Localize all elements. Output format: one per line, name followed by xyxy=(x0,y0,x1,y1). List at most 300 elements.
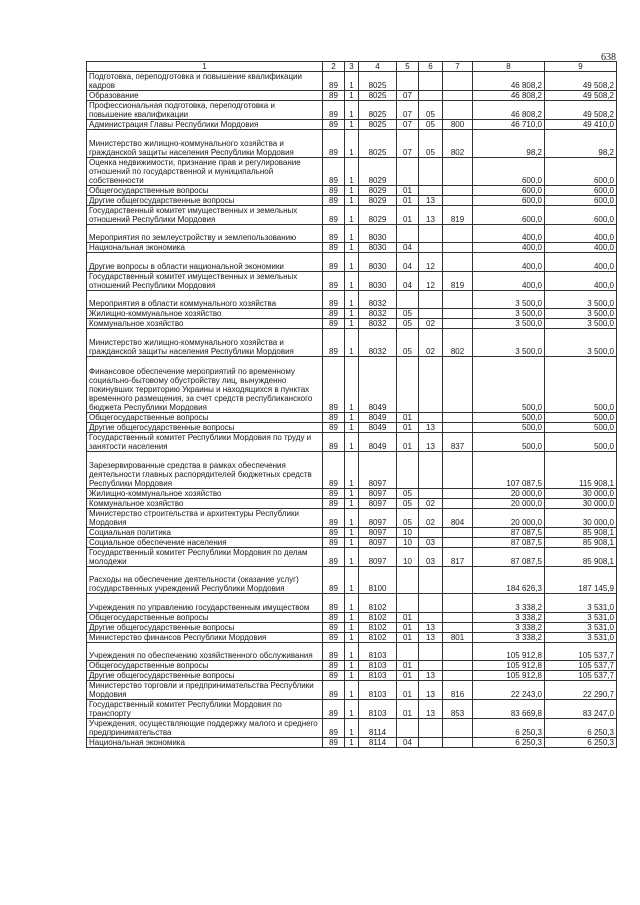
section-cell: 05 xyxy=(397,498,419,508)
code-cell: 8114 xyxy=(359,738,397,748)
table-row xyxy=(87,612,617,622)
row-name-cell: Мероприятия по землеустройству и землепользованию xyxy=(87,224,323,243)
subsection-cell xyxy=(419,451,443,488)
code-cell: 89 xyxy=(323,329,345,357)
code-cell: 8025 xyxy=(359,91,397,101)
code-cell: 89 xyxy=(323,566,345,594)
code-cell: 8025 xyxy=(359,101,397,120)
amount-cell: 400,0 xyxy=(545,243,617,253)
table-row xyxy=(87,594,617,613)
row-name-cell: Социальное обеспечение населения xyxy=(87,537,323,547)
row-name-cell: Профессиональная подготовка, переподготовка и повышение квалификации xyxy=(87,101,323,120)
header-cell: 6 xyxy=(419,62,443,72)
amount-cell: 30 000,0 xyxy=(545,498,617,508)
amount-cell: 3 500,0 xyxy=(545,309,617,319)
amount-cell: 105 912,8 xyxy=(473,642,545,661)
amount-cell: 46 808,2 xyxy=(473,72,545,91)
department-cell xyxy=(443,253,473,272)
code-cell: 89 xyxy=(323,319,345,329)
table-row xyxy=(87,451,617,488)
code-cell: 1 xyxy=(345,632,359,642)
code-cell: 89 xyxy=(323,243,345,253)
section-cell: 10 xyxy=(397,527,419,537)
row-name-cell: Коммунальное хозяйство xyxy=(87,319,323,329)
amount-cell: 20 000,0 xyxy=(473,488,545,498)
department-cell xyxy=(443,72,473,91)
amount-cell: 49 508,2 xyxy=(545,72,617,91)
subsection-cell: 02 xyxy=(419,498,443,508)
section-cell: 05 xyxy=(397,488,419,498)
code-cell: 8049 xyxy=(359,422,397,432)
code-cell: 1 xyxy=(345,508,359,527)
code-cell: 89 xyxy=(323,205,345,224)
section-cell: 01 xyxy=(397,612,419,622)
row-name-cell: Мероприятия в области коммунального хозяйства xyxy=(87,290,323,309)
code-cell: 1 xyxy=(345,527,359,537)
table-row xyxy=(87,91,617,101)
amount-cell: 3 500,0 xyxy=(473,319,545,329)
subsection-cell xyxy=(419,357,443,413)
amount-cell: 500,0 xyxy=(473,412,545,422)
code-cell: 1 xyxy=(345,120,359,130)
code-cell: 89 xyxy=(323,451,345,488)
code-cell: 89 xyxy=(323,253,345,272)
table-row xyxy=(87,253,617,272)
department-cell xyxy=(443,451,473,488)
table-row xyxy=(87,642,617,661)
code-cell: 89 xyxy=(323,671,345,681)
amount-cell: 500,0 xyxy=(545,357,617,413)
subsection-cell: 02 xyxy=(419,319,443,329)
amount-cell: 600,0 xyxy=(545,205,617,224)
department-cell xyxy=(443,671,473,681)
row-name-cell: Министерство финансов Республики Мордовия xyxy=(87,632,323,642)
table-row xyxy=(87,319,617,329)
amount-cell: 187 145,9 xyxy=(545,566,617,594)
amount-cell: 105 537,7 xyxy=(545,642,617,661)
row-name-cell: Образование xyxy=(87,91,323,101)
table-row xyxy=(87,527,617,537)
row-name-cell: Национальная экономика xyxy=(87,243,323,253)
row-name-cell: Национальная экономика xyxy=(87,738,323,748)
code-cell: 8097 xyxy=(359,498,397,508)
code-cell: 89 xyxy=(323,547,345,566)
code-cell: 89 xyxy=(323,157,345,185)
subsection-cell xyxy=(419,290,443,309)
department-cell xyxy=(443,185,473,195)
amount-cell: 500,0 xyxy=(473,422,545,432)
row-name-cell: Учреждения, осуществляющие поддержку малого и среднего предпринимательства xyxy=(87,719,323,738)
subsection-cell xyxy=(419,488,443,498)
department-cell xyxy=(443,719,473,738)
row-name-cell: Финансовое обеспечение мероприятий по временному социально-бытовому обустройству лиц, вынужденно покинувших территорию Украины и находящихся в пунктах временного размещения, за счет средств республиканского бюджета Республики Мордовия xyxy=(87,357,323,413)
section-cell: 05 xyxy=(397,309,419,319)
code-cell: 8097 xyxy=(359,488,397,498)
code-cell: 1 xyxy=(345,642,359,661)
department-cell: 804 xyxy=(443,508,473,527)
amount-cell: 107 087,5 xyxy=(473,451,545,488)
row-name-cell: Государственный комитет Республики Мордовия по транспорту xyxy=(87,700,323,719)
row-name-cell: Жилищно-коммунальное хозяйство xyxy=(87,488,323,498)
table-row xyxy=(87,671,617,681)
code-cell: 8025 xyxy=(359,120,397,130)
row-name-cell: Учреждения по обеспечению хозяйственного обслуживания xyxy=(87,642,323,661)
department-cell xyxy=(443,594,473,613)
row-name-cell: Другие общегосударственные вопросы xyxy=(87,422,323,432)
code-cell: 8032 xyxy=(359,309,397,319)
amount-cell: 3 500,0 xyxy=(545,319,617,329)
header-cell: 8 xyxy=(473,62,545,72)
department-cell xyxy=(443,319,473,329)
section-cell xyxy=(397,719,419,738)
subsection-cell xyxy=(419,642,443,661)
department-cell xyxy=(443,622,473,632)
department-cell: 802 xyxy=(443,329,473,357)
amount-cell: 600,0 xyxy=(545,185,617,195)
amount-cell: 87 087,5 xyxy=(473,537,545,547)
code-cell: 1 xyxy=(345,661,359,671)
amount-cell: 22 290,7 xyxy=(545,681,617,700)
department-cell xyxy=(443,91,473,101)
code-cell: 1 xyxy=(345,700,359,719)
code-cell: 89 xyxy=(323,120,345,130)
code-cell: 1 xyxy=(345,91,359,101)
section-cell: 01 xyxy=(397,622,419,632)
table-row xyxy=(87,195,617,205)
subsection-cell: 02 xyxy=(419,329,443,357)
section-cell: 01 xyxy=(397,661,419,671)
header-cell: 9 xyxy=(545,62,617,72)
row-name-cell: Другие вопросы в области национальной экономики xyxy=(87,253,323,272)
table-row xyxy=(87,329,617,357)
table-row xyxy=(87,101,617,120)
amount-cell: 98,2 xyxy=(473,130,545,158)
code-cell: 1 xyxy=(345,205,359,224)
code-cell: 89 xyxy=(323,508,345,527)
section-cell xyxy=(397,451,419,488)
code-cell: 1 xyxy=(345,101,359,120)
code-cell: 8097 xyxy=(359,527,397,537)
department-cell: 817 xyxy=(443,547,473,566)
budget-table xyxy=(86,61,617,748)
section-cell: 04 xyxy=(397,253,419,272)
row-name-cell: Оценка недвижимости, признание прав и регулирование отношений по государственной и муниципальной собственности xyxy=(87,157,323,185)
code-cell: 8103 xyxy=(359,700,397,719)
subsection-cell xyxy=(419,527,443,537)
subsection-cell xyxy=(419,566,443,594)
row-name-cell: Министерство жилищно-коммунального хозяйства и гражданской защиты населения Республики Мордовия xyxy=(87,329,323,357)
department-cell xyxy=(443,566,473,594)
section-cell: 10 xyxy=(397,537,419,547)
subsection-cell xyxy=(419,594,443,613)
amount-cell: 400,0 xyxy=(545,224,617,243)
code-cell: 8030 xyxy=(359,271,397,290)
code-cell: 1 xyxy=(345,290,359,309)
amount-cell: 83 669,8 xyxy=(473,700,545,719)
header-cell: 7 xyxy=(443,62,473,72)
subsection-cell xyxy=(419,661,443,671)
code-cell: 8049 xyxy=(359,357,397,413)
department-cell xyxy=(443,357,473,413)
department-cell xyxy=(443,498,473,508)
amount-cell: 400,0 xyxy=(473,253,545,272)
row-name-cell: Социальная политика xyxy=(87,527,323,537)
table-row xyxy=(87,157,617,185)
code-cell: 89 xyxy=(323,412,345,422)
table-row xyxy=(87,224,617,243)
row-name-cell: Администрация Главы Республики Мордовия xyxy=(87,120,323,130)
section-cell: 05 xyxy=(397,329,419,357)
code-cell: 8100 xyxy=(359,566,397,594)
section-cell: 01 xyxy=(397,422,419,432)
section-cell: 07 xyxy=(397,101,419,120)
department-cell xyxy=(443,642,473,661)
page-number: 638 xyxy=(601,52,616,63)
table-row xyxy=(87,622,617,632)
department-cell: 801 xyxy=(443,632,473,642)
code-cell: 89 xyxy=(323,72,345,91)
amount-cell: 500,0 xyxy=(545,422,617,432)
subsection-cell: 13 xyxy=(419,195,443,205)
department-cell xyxy=(443,612,473,622)
department-cell xyxy=(443,290,473,309)
amount-cell: 400,0 xyxy=(545,271,617,290)
section-cell: 04 xyxy=(397,738,419,748)
table-row xyxy=(87,632,617,642)
code-cell: 89 xyxy=(323,527,345,537)
amount-cell: 500,0 xyxy=(473,432,545,451)
code-cell: 8030 xyxy=(359,253,397,272)
code-cell: 8097 xyxy=(359,547,397,566)
code-cell: 1 xyxy=(345,488,359,498)
section-cell: 01 xyxy=(397,632,419,642)
code-cell: 89 xyxy=(323,309,345,319)
header-cell: 2 xyxy=(323,62,345,72)
section-cell: 07 xyxy=(397,120,419,130)
row-name-cell: Расходы на обеспечение деятельности (оказание услуг) государственных учреждений Республики Мордовия xyxy=(87,566,323,594)
amount-cell: 85 908,1 xyxy=(545,527,617,537)
code-cell: 8102 xyxy=(359,632,397,642)
amount-cell: 6 250,3 xyxy=(545,738,617,748)
subsection-cell: 13 xyxy=(419,622,443,632)
code-cell: 89 xyxy=(323,622,345,632)
table-row xyxy=(87,120,617,130)
code-cell: 8114 xyxy=(359,719,397,738)
section-cell xyxy=(397,72,419,91)
subsection-cell: 13 xyxy=(419,671,443,681)
subsection-cell xyxy=(419,738,443,748)
department-cell: 816 xyxy=(443,681,473,700)
subsection-cell xyxy=(419,185,443,195)
table-row xyxy=(87,566,617,594)
section-cell: 01 xyxy=(397,185,419,195)
section-cell: 04 xyxy=(397,271,419,290)
subsection-cell xyxy=(419,719,443,738)
amount-cell: 98,2 xyxy=(545,130,617,158)
table-row xyxy=(87,290,617,309)
subsection-cell: 12 xyxy=(419,253,443,272)
table-row xyxy=(87,205,617,224)
code-cell: 1 xyxy=(345,432,359,451)
code-cell: 89 xyxy=(323,738,345,748)
code-cell: 1 xyxy=(345,309,359,319)
code-cell: 1 xyxy=(345,224,359,243)
amount-cell: 20 000,0 xyxy=(473,508,545,527)
code-cell: 1 xyxy=(345,594,359,613)
table-row xyxy=(87,498,617,508)
code-cell: 8103 xyxy=(359,681,397,700)
code-cell: 89 xyxy=(323,700,345,719)
amount-cell: 115 908,1 xyxy=(545,451,617,488)
amount-cell: 600,0 xyxy=(545,195,617,205)
section-cell: 10 xyxy=(397,547,419,566)
amount-cell: 105 537,7 xyxy=(545,661,617,671)
subsection-cell xyxy=(419,243,443,253)
department-cell: 837 xyxy=(443,432,473,451)
amount-cell: 3 338,2 xyxy=(473,632,545,642)
department-cell xyxy=(443,157,473,185)
code-cell: 8032 xyxy=(359,329,397,357)
amount-cell: 49 508,2 xyxy=(545,101,617,120)
code-cell: 89 xyxy=(323,91,345,101)
code-cell: 89 xyxy=(323,271,345,290)
row-name-cell: Подготовка, переподготовка и повышение квалификации кадров xyxy=(87,72,323,91)
amount-cell: 105 912,8 xyxy=(473,661,545,671)
table-row xyxy=(87,412,617,422)
code-cell: 8097 xyxy=(359,537,397,547)
table-row xyxy=(87,488,617,498)
subsection-cell: 03 xyxy=(419,547,443,566)
code-cell: 89 xyxy=(323,498,345,508)
department-cell xyxy=(443,309,473,319)
table-row xyxy=(87,719,617,738)
amount-cell: 3 531,0 xyxy=(545,594,617,613)
section-cell: 01 xyxy=(397,205,419,224)
code-cell: 8102 xyxy=(359,612,397,622)
code-cell: 8030 xyxy=(359,243,397,253)
section-cell: 01 xyxy=(397,195,419,205)
table-row xyxy=(87,508,617,527)
amount-cell: 600,0 xyxy=(473,195,545,205)
amount-cell: 400,0 xyxy=(473,243,545,253)
amount-cell: 3 531,0 xyxy=(545,632,617,642)
amount-cell: 6 250,3 xyxy=(473,738,545,748)
amount-cell: 85 908,1 xyxy=(545,547,617,566)
department-cell xyxy=(443,488,473,498)
code-cell: 1 xyxy=(345,412,359,422)
amount-cell: 600,0 xyxy=(473,205,545,224)
header-cell: 5 xyxy=(397,62,419,72)
section-cell xyxy=(397,157,419,185)
row-name-cell: Министерство торговли и предпринимательства Республики Мордовия xyxy=(87,681,323,700)
amount-cell: 20 000,0 xyxy=(473,498,545,508)
row-name-cell: Другие общегосударственные вопросы xyxy=(87,622,323,632)
section-cell xyxy=(397,566,419,594)
code-cell: 1 xyxy=(345,130,359,158)
department-cell: 819 xyxy=(443,271,473,290)
code-cell: 1 xyxy=(345,357,359,413)
code-cell: 1 xyxy=(345,329,359,357)
code-cell: 89 xyxy=(323,719,345,738)
section-cell: 07 xyxy=(397,91,419,101)
subsection-cell: 02 xyxy=(419,508,443,527)
code-cell: 8102 xyxy=(359,594,397,613)
department-cell: 802 xyxy=(443,130,473,158)
code-cell: 8025 xyxy=(359,130,397,158)
section-cell xyxy=(397,642,419,661)
code-cell: 8097 xyxy=(359,508,397,527)
code-cell: 1 xyxy=(345,622,359,632)
amount-cell: 600,0 xyxy=(545,157,617,185)
code-cell: 8049 xyxy=(359,412,397,422)
amount-cell: 87 087,5 xyxy=(473,547,545,566)
section-cell xyxy=(397,290,419,309)
table-row xyxy=(87,271,617,290)
row-name-cell: Министерство строительства и архитектуры Республики Мордовия xyxy=(87,508,323,527)
section-cell: 01 xyxy=(397,432,419,451)
row-name-cell: Общегосударственные вопросы xyxy=(87,612,323,622)
code-cell: 89 xyxy=(323,130,345,158)
amount-cell: 600,0 xyxy=(473,185,545,195)
code-cell: 8029 xyxy=(359,185,397,195)
section-cell xyxy=(397,224,419,243)
subsection-cell: 03 xyxy=(419,537,443,547)
section-cell xyxy=(397,594,419,613)
code-cell: 89 xyxy=(323,224,345,243)
code-cell: 8029 xyxy=(359,205,397,224)
section-cell: 05 xyxy=(397,319,419,329)
code-cell: 1 xyxy=(345,271,359,290)
amount-cell: 500,0 xyxy=(545,412,617,422)
code-cell: 1 xyxy=(345,612,359,622)
code-cell: 1 xyxy=(345,243,359,253)
department-cell xyxy=(443,537,473,547)
code-cell: 8030 xyxy=(359,224,397,243)
code-cell: 8097 xyxy=(359,451,397,488)
amount-cell: 22 243,0 xyxy=(473,681,545,700)
department-cell xyxy=(443,661,473,671)
section-cell: 01 xyxy=(397,671,419,681)
code-cell: 1 xyxy=(345,681,359,700)
amount-cell: 30 000,0 xyxy=(545,488,617,498)
subsection-cell xyxy=(419,412,443,422)
amount-cell: 600,0 xyxy=(473,157,545,185)
code-cell: 1 xyxy=(345,319,359,329)
code-cell: 1 xyxy=(345,719,359,738)
amount-cell: 3 338,2 xyxy=(473,594,545,613)
code-cell: 1 xyxy=(345,451,359,488)
amount-cell: 3 500,0 xyxy=(473,309,545,319)
code-cell: 8025 xyxy=(359,72,397,91)
amount-cell: 3 500,0 xyxy=(545,329,617,357)
section-cell xyxy=(397,357,419,413)
amount-cell: 400,0 xyxy=(473,271,545,290)
row-name-cell: Коммунальное хозяйство xyxy=(87,498,323,508)
amount-cell: 6 250,3 xyxy=(473,719,545,738)
code-cell: 1 xyxy=(345,422,359,432)
table-row xyxy=(87,309,617,319)
code-cell: 8032 xyxy=(359,319,397,329)
section-cell: 01 xyxy=(397,700,419,719)
subsection-cell: 12 xyxy=(419,271,443,290)
table-row xyxy=(87,537,617,547)
amount-cell: 3 531,0 xyxy=(545,612,617,622)
row-name-cell: Жилищно-коммунальное хозяйство xyxy=(87,309,323,319)
code-cell: 1 xyxy=(345,72,359,91)
code-cell: 1 xyxy=(345,671,359,681)
code-cell: 89 xyxy=(323,101,345,120)
code-cell: 1 xyxy=(345,185,359,195)
